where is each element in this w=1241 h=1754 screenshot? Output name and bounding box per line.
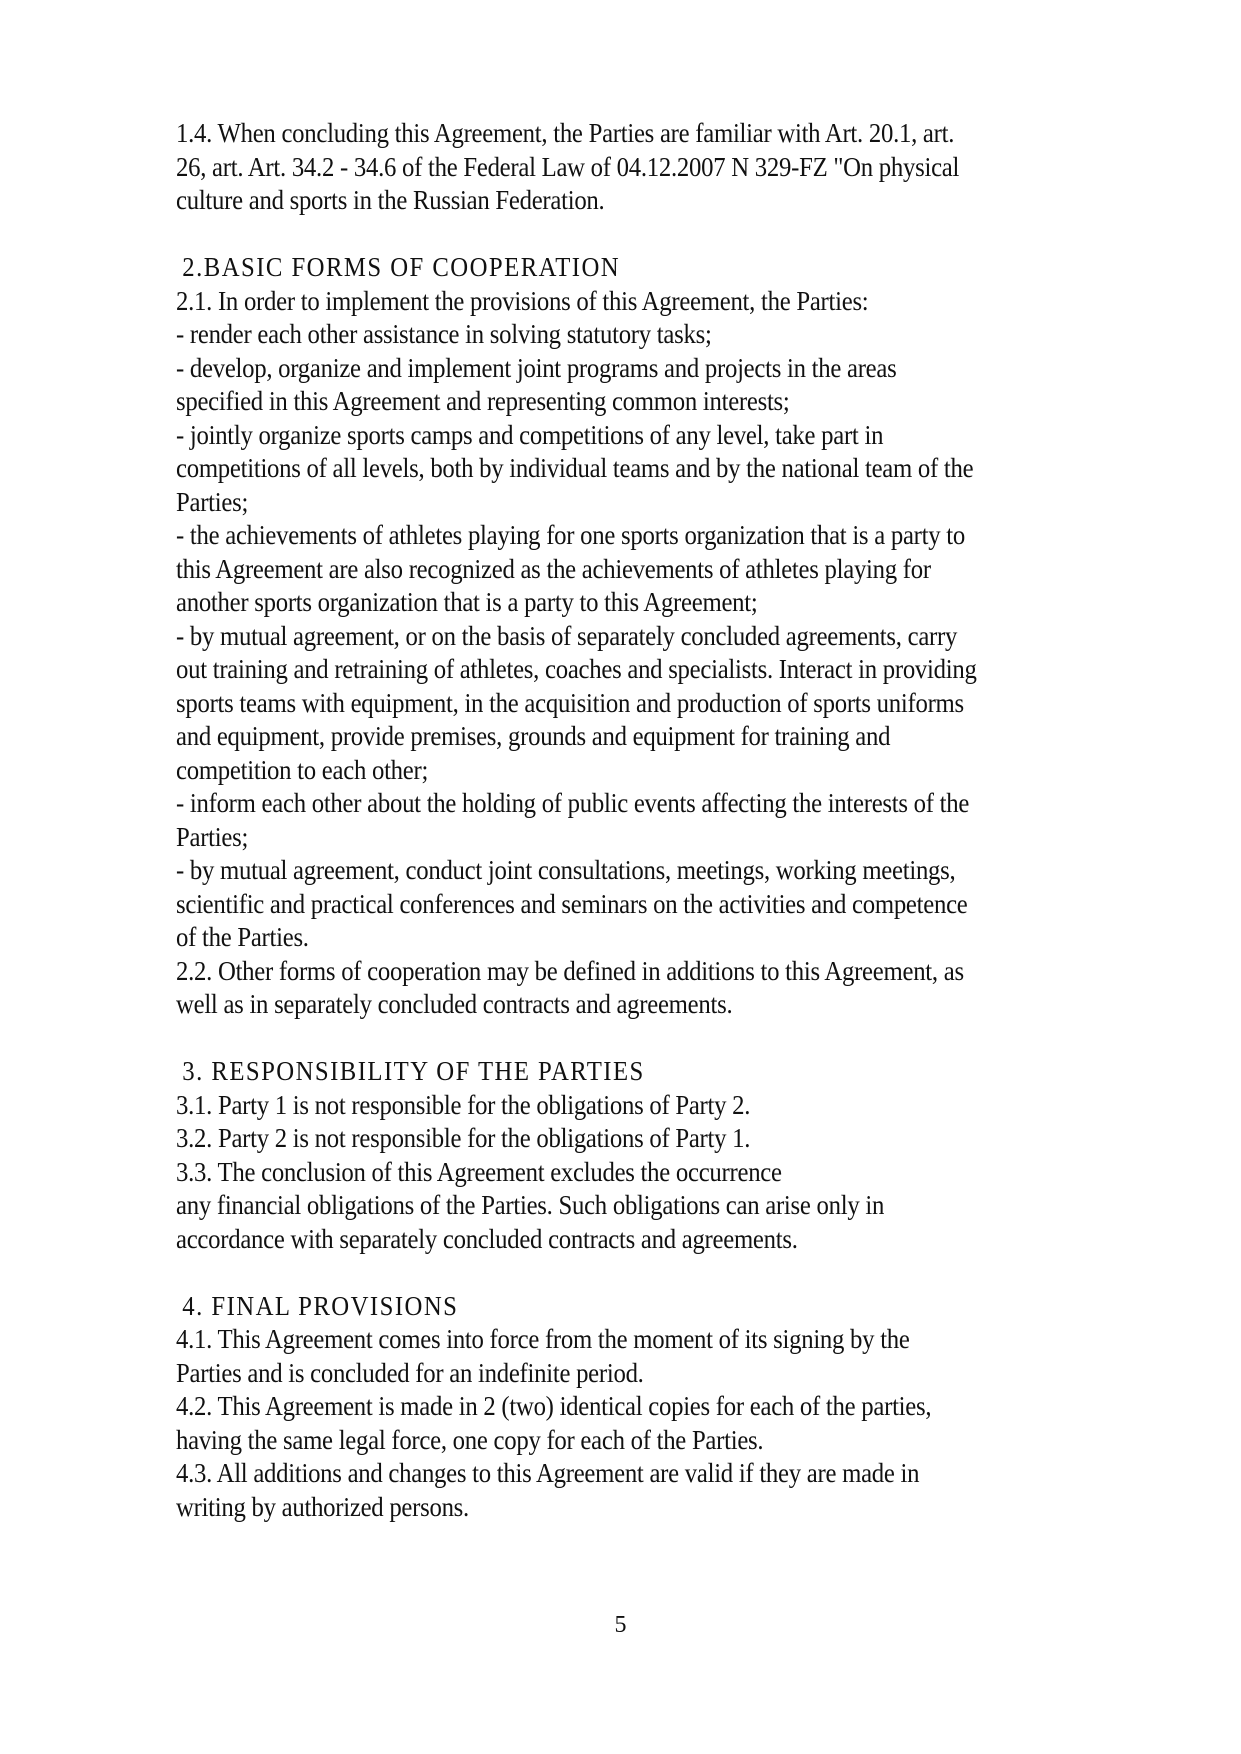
text-line: 3.3. The conclusion of this Agreement excludes the occurrence [176, 1155, 782, 1187]
text-line: - the achievements of athletes playing for one sports organization that is a party to [176, 519, 965, 550]
text-line: having the same legal force, one copy for each of the Parties. [176, 1423, 764, 1455]
paragraph-gap [176, 1021, 1156, 1055]
text-line: - inform each other about the holding of public events affecting the interests of the [176, 787, 970, 818]
text-line: Parties; [176, 820, 249, 852]
section-4 [176, 1289, 1156, 1524]
text-line: - by mutual agreement, or on the basis of separately concluded agreements, carry [176, 619, 958, 651]
document-body [176, 116, 1156, 1523]
text-line: - jointly organize sports camps and competitions of any level, take part in [176, 418, 884, 450]
text-line: scientific and practical conferences and seminars on the activities and competence [176, 887, 968, 919]
text-line: sports teams with equipment, in the acquisition and production of sports uniforms [176, 686, 964, 718]
text-line: - develop, organize and implement joint programs and projects in the areas [176, 351, 897, 383]
text-line: - by mutual agreement, conduct joint consultations, meetings, working meetings, [176, 854, 956, 885]
text-line: another sports organization that is a party to this Agreement; [176, 586, 758, 617]
text-line: Parties; [176, 485, 249, 517]
text-line: Parties and is concluded for an indefinite period. [176, 1356, 644, 1388]
text-line: 3.1. Party 1 is not responsible for the obligations of Party 2. [176, 1088, 751, 1120]
text-line: of the Parties. [176, 921, 309, 952]
text-line: 2.2. Other forms of cooperation may be defined in additions to this Agreement, as [176, 954, 964, 986]
text-line: 26, art. Art. 34.2 - 34.6 of the Federal Law of 04.12.2007 N 329-FZ "On physical [176, 150, 960, 182]
text-line: 4.1. This Agreement comes into force from the moment of its signing by the [176, 1323, 910, 1354]
text-line: this Agreement are also recognized as the achievements of athletes playing for [176, 552, 931, 584]
section-heading: 4. FINAL PROVISIONS [182, 1289, 459, 1321]
section-heading: 2.BASIC FORMS OF COOPERATION [182, 251, 621, 282]
text-line: accordance with separately concluded contracts and agreements. [176, 1222, 798, 1254]
paragraph-gap [176, 1255, 1156, 1289]
text-line: well as in separately concluded contracts and agreements. [176, 988, 733, 1019]
intro-paragraph [176, 116, 1156, 217]
text-line: 4.2. This Agreement is made in 2 (two) identical copies for each of the parties, [176, 1390, 932, 1421]
text-line: and equipment, provide premises, grounds and equipment for training and [176, 720, 891, 751]
text-line: competition to each other; [176, 753, 429, 785]
section-2 [176, 250, 1156, 1021]
paragraph-gap [176, 217, 1156, 251]
text-line: writing by authorized persons. [176, 1490, 469, 1522]
text-line: out training and retraining of athletes, coaches and specialists. Interact in providing [176, 653, 977, 684]
page-number: 5 [614, 1612, 627, 1638]
text-line: 4.3. All additions and changes to this Agreement are valid if they are made in [176, 1457, 920, 1488]
text-line: specified in this Agreement and representing common interests; [176, 385, 790, 416]
text-line: culture and sports in the Russian Federation. [176, 184, 605, 215]
text-line: competitions of all levels, both by individual teams and by the national team of the [176, 452, 974, 483]
text-line: - render each other assistance in solving statutory tasks; [176, 318, 712, 349]
section-heading: 3. RESPONSIBILITY OF THE PARTIES [182, 1055, 645, 1086]
text-line: any financial obligations of the Parties. Such obligations can arise only in [176, 1189, 885, 1220]
text-line: 1.4. When concluding this Agreement, the Parties are familiar with Art. 20.1, art. [176, 117, 955, 148]
text-line: 2.1. In order to implement the provisions of this Agreement, the Parties: [176, 284, 869, 316]
section-3 [176, 1054, 1156, 1255]
text-line: 3.2. Party 2 is not responsible for the obligations of Party 1. [176, 1122, 751, 1153]
